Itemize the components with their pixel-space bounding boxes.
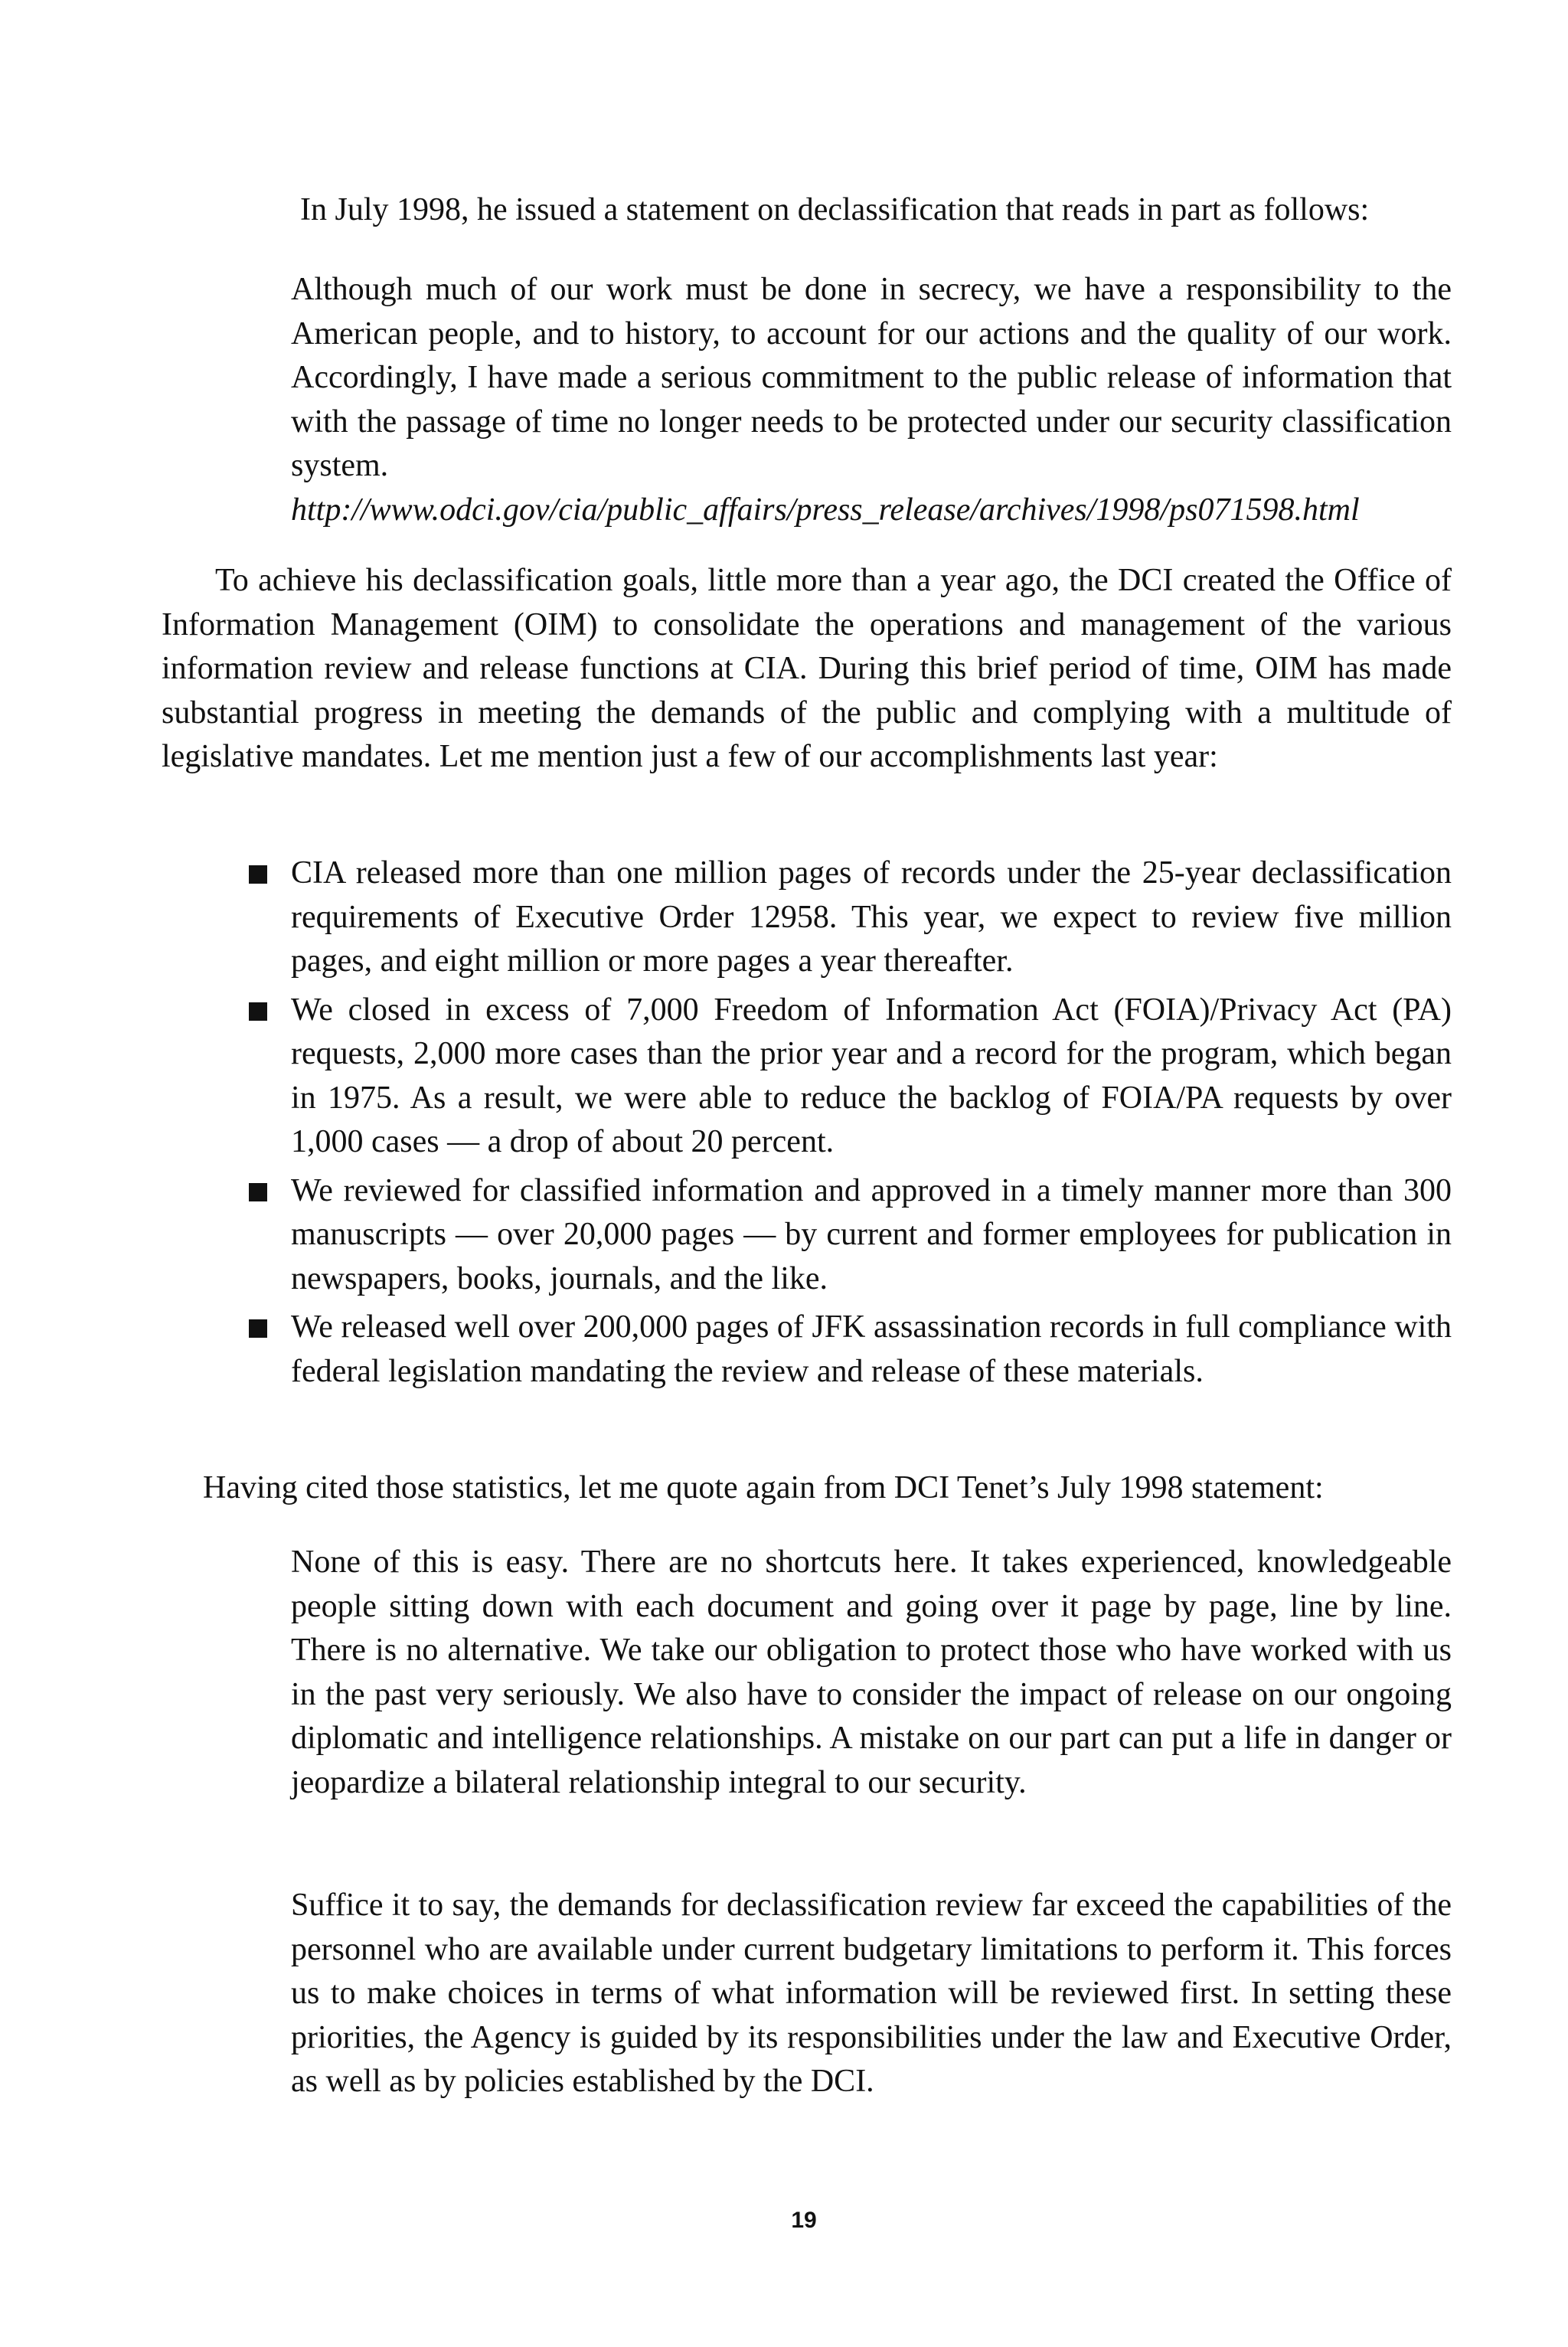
body-paragraph-statistics: Having cited those statistics, let me quote again from DCI Tenet’s July 1998 statement: <box>203 1470 1324 1505</box>
quote-text: Although much of our work must be done in secrecy, we have a responsibility to the American people, and to history, to account for our actions and the quality of our work. Accordingly, I have made a serious commitment to the public release of information that with the passage of time no longer needs to be protected under our security classification system. <box>291 272 1452 483</box>
list-item <box>249 852 1452 984</box>
body-paragraph-oim: To achieve his declassification goals, little more than a year ago, the DCI created the Office of Information Management (OIM) to consolidate the operations and management of the various information review and release functions at CIA. During this brief period of time, OIM has made substantial progress in meeting the demands of the public and complying with a multitude of legislative mandates. Let me mention just a few of our accomplishments last year: <box>162 563 1452 774</box>
square-bullet-icon <box>249 865 267 884</box>
square-bullet-icon <box>249 1002 267 1021</box>
accomplishments-list <box>249 852 1452 1398</box>
page-number: 19 <box>791 2208 817 2233</box>
block-quote-none-easy: None of this is easy. There are no shortcuts here. It takes experienced, knowledgeable people sitting down with each document and going over it page by page, line by line. There is no alternative. We take our obligation to protect those who have worked with us in the past very seriously. We also have to consider the impact of release on our ongoing diplomatic and intelligence relationships. A mistake on our part can put a life in danger or jeopardize a bilateral relationship integral to our security. <box>291 1545 1452 1800</box>
square-bullet-icon <box>249 1319 267 1338</box>
list-item <box>249 1169 1452 1302</box>
list-item-text: CIA released more than one million pages of records under the 25-year declassification requirements of Executive Order 12958. This year, we expect to review five million pages, and eight million or more pages a year thereafter. <box>291 855 1452 979</box>
list-item-text: We reviewed for classified information and approved in a timely manner more than 300 manuscripts — over 20,000 pages — by current and former employees for publication in newspapers, books, journals, and the like. <box>291 1172 1452 1296</box>
list-item <box>249 989 1452 1165</box>
list-item <box>249 1306 1452 1394</box>
square-bullet-icon <box>249 1183 267 1201</box>
list-item-text: We released well over 200,000 pages of JFK assassination records in full compliance with federal legislation mandating the review and release of these materials. <box>291 1309 1452 1389</box>
source-url: http://www.odci.gov/cia/public_affairs/press_release/archives/1998/ps071598.html <box>291 492 1360 528</box>
block-quote-declassification <box>291 268 1452 532</box>
block-quote-suffice: Suffice it to say, the demands for declassification review far exceed the capabilities of the personnel who are available under current budgetary limitations to perform it. This forces us to make choices in terms of what information will be reviewed first. In setting these priorities, the Agency is guided by its responsibilities under the law and Executive Order, as well as by policies established by the DCI. <box>291 1888 1452 2099</box>
intro-sentence: In July 1998, he issued a statement on declassification that reads in part as follows: <box>300 192 1370 227</box>
list-item-text: We closed in excess of 7,000 Freedom of Information Act (FOIA)/Privacy Act (PA) requests, 2,000 more cases than the prior year and a record for the program, which began in 1975. As a result, we were able to reduce the backlog of FOIA/PA requests by over 1,000 cases — a drop of about 20 percent. <box>291 992 1452 1159</box>
